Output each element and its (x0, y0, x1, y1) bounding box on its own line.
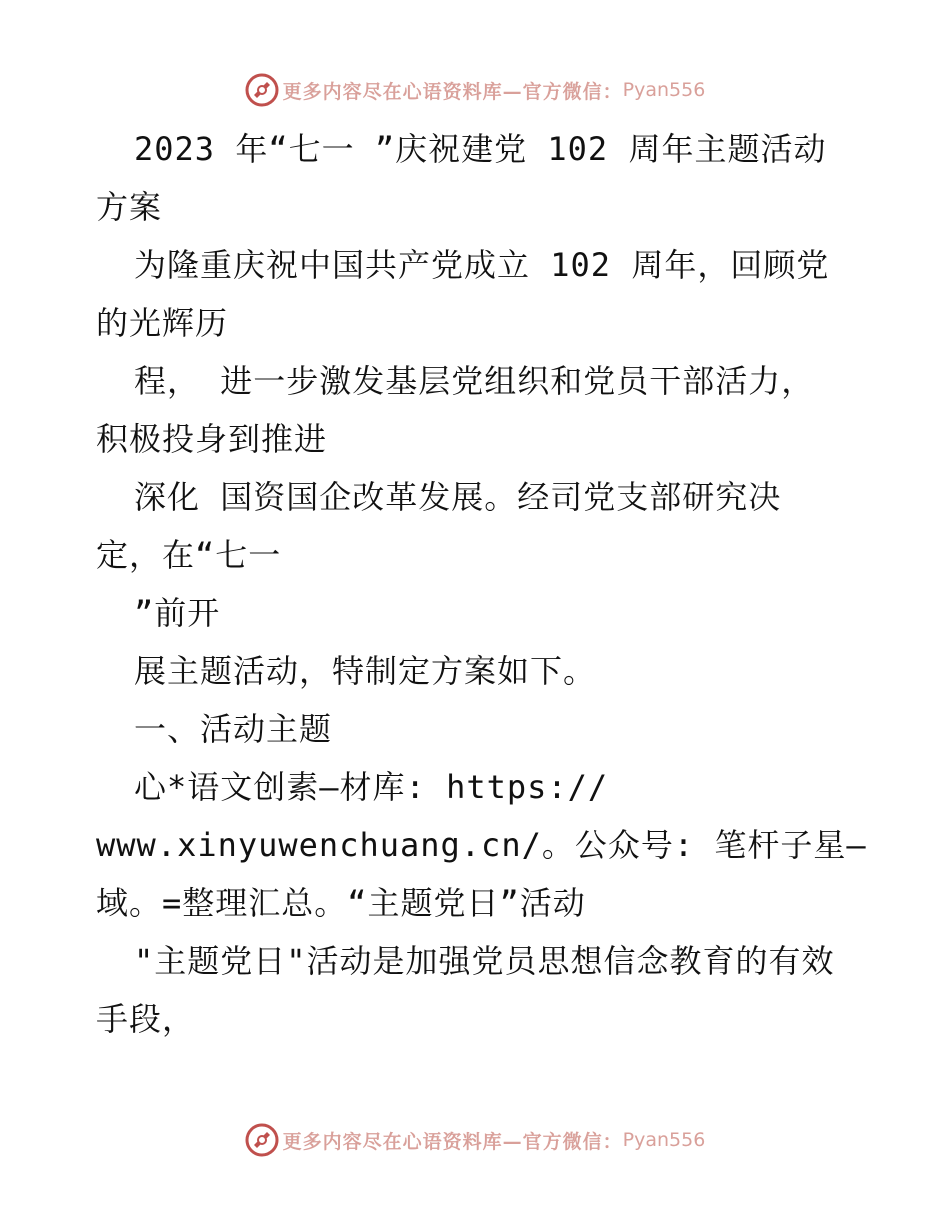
paragraph-line: "主题党日"活动是加强党员思想信念教育的有效 (134, 942, 835, 980)
paragraph-line: 深化 国资国企改革发展。经司党支部研究决 (134, 478, 782, 516)
red-seal-logo-icon (245, 73, 279, 107)
section-heading: 一、活动主题 (134, 710, 333, 748)
footer-watermark (0, 1120, 950, 1160)
paragraph-line: 的光辉历 (96, 304, 229, 342)
paragraph-line: 域。=整理汇总。“主题党日”活动 (96, 884, 586, 922)
paragraph-line: 为隆重庆祝中国共产党成立 102 周年，回顾党 (134, 246, 830, 284)
paragraph-line: 展主题活动，特制定方案如下。 (134, 652, 597, 690)
watermark-wechat-id: Pyan556 (622, 1129, 706, 1151)
paragraph-line: ”前开 (134, 594, 221, 632)
document-body (96, 120, 896, 1048)
watermark-wechat-id: Pyan556 (622, 79, 706, 101)
watermark-site-text: 更多内容尽在心语资料库—官方微信： (282, 80, 623, 103)
paragraph-line: 程， 进一步激发基层党组织和党员干部活力， (134, 362, 815, 400)
red-seal-logo-icon (245, 1123, 279, 1157)
paragraph-line: 手段， (96, 1000, 196, 1038)
paragraph-line: 定，在“七一 (96, 536, 282, 574)
document-title-line: 2023 年“七一 ”庆祝建党 102 周年主题活动 (134, 130, 827, 168)
paragraph-line: 心*语文创素—材库: https:// (134, 768, 609, 806)
paragraph-line: www.xinyuwenchuang.cn/。公众号: 笔杆子星— (96, 826, 867, 864)
paragraph-line: 积极投身到推进 (96, 420, 328, 458)
document-title-line: 方案 (96, 188, 163, 226)
watermark-site-text: 更多内容尽在心语资料库—官方微信： (282, 1130, 623, 1153)
header-watermark (0, 70, 950, 110)
